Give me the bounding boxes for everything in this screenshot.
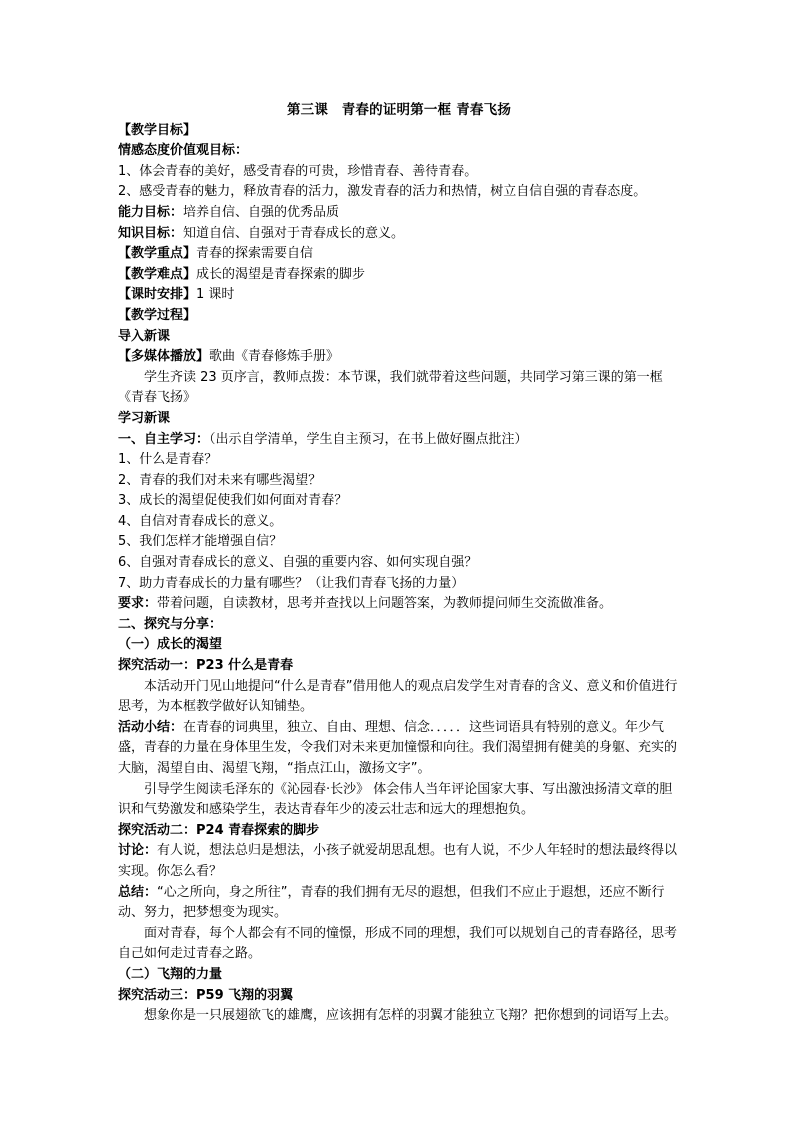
intro-paragraph: 学生齐读 23 页序言，教师点拨：本节课，我们就带着这些问题，共同学习第三课的第一框《青春飞扬》 bbox=[118, 369, 663, 406]
requirement-line bbox=[118, 594, 680, 615]
question-item: 6、自强对青春成长的意义、自强的重要内容、如何实现自强？ bbox=[118, 555, 478, 571]
question-item: 5、我们怎样才能增强自信？ bbox=[118, 534, 283, 550]
question-item: 4、自信对青春成长的意义。 bbox=[118, 513, 283, 529]
schedule-label: 【课时安排】 bbox=[118, 287, 197, 303]
media-text: 歌曲《青春修炼手册》 bbox=[209, 349, 340, 365]
emotion-goal-2: 2、感受青春的魅力，释放青春的活力，激发青春的活力和热情，树立自信自强的青春态度。 bbox=[118, 184, 647, 200]
knowledge-text: 知道自信、自强对于青春成长的意义。 bbox=[183, 225, 405, 241]
knowledge-label: 知识目标： bbox=[118, 225, 184, 241]
difficulty-label: 【教学难点】 bbox=[118, 266, 197, 282]
discussion-label: 讨论： bbox=[118, 843, 158, 859]
knowledge-goal bbox=[118, 224, 680, 245]
imagine-paragraph: 想象你是一只展翅欲飞的雄鹰，应该拥有怎样的羽翼才能独立飞翔？把你想到的词语写上去。 bbox=[144, 1008, 678, 1024]
teaching-difficulty bbox=[118, 265, 680, 286]
guide-paragraph: 引导学生阅读毛泽东的《沁园春·长沙》 体会伟人当年评论国家大事、写出激浊扬清文章的胆识和气势激发和感染学生，表达青春年少的凌云壮志和远大的理想抱负。 bbox=[118, 781, 673, 818]
focus-label: 【教学重点】 bbox=[118, 246, 197, 262]
summary-1-text: 在青春的词典里，独立、自由、理想、信念．．．．．这些词语具有特别的意义。年少气盛，青春的力量在身体里生发，令我们对未来更加憧憬和向往。我们渴望拥有健美的身躯、充实的大脑，渴望自由、渴望飞翔，“指点江山，激扬文字”。 bbox=[118, 719, 678, 776]
face-paragraph: 面对青春，每个人都会有不同的憧憬，形成不同的理想，我们可以规划自己的青春路径，思考自己如何走过青春之路。 bbox=[118, 925, 678, 962]
schedule-text: 1 课时 bbox=[196, 287, 235, 303]
focus-text: 青春的探索需要自信 bbox=[196, 246, 314, 262]
ability-label: 能力目标： bbox=[118, 204, 184, 220]
media-line bbox=[118, 347, 680, 368]
activity-2-label: 探究活动二：P24 青春探索的脚步 bbox=[118, 822, 320, 838]
emotion-goal-label: 情感态度价值观目标： bbox=[118, 143, 249, 159]
difficulty-text: 成长的渴望是青春探索的脚步 bbox=[196, 266, 366, 282]
emotion-goal-1: 1、体会青春的美好，感受青春的可贵，珍惜青春、善待青春。 bbox=[118, 163, 478, 179]
summary-2-text: “心之所向，身之所往”，青春的我们拥有无尽的遐想，但我们不应止于遐想，还应不断行动、努力，把梦想变为现实。 bbox=[118, 884, 665, 921]
teaching-focus bbox=[118, 244, 680, 265]
question-item: 7、助力青春成长的力量有哪些？（让我们青春飞扬的力量） bbox=[118, 575, 465, 591]
discussion-text: 有人说，想法总归是想法，小孩子就爱胡思乱想。也有人说，不少人年轻时的想法最终得以实现。你怎么看？ bbox=[118, 843, 678, 879]
activity-3-label: 探究活动三：P59 飞翔的羽翼 bbox=[118, 987, 294, 1003]
page-title: 第三课 青春的证明第一框 青春飞扬 bbox=[286, 102, 512, 118]
subsection-1-header: （一）成长的渴望 bbox=[118, 637, 223, 653]
activity-1-label: 探究活动一：P23 什么是青春 bbox=[118, 658, 294, 674]
question-item: 2、青春的我们对未来有哪些渴望？ bbox=[118, 472, 322, 488]
explore-header: 二、探究与分享： bbox=[118, 616, 223, 632]
document-page bbox=[118, 100, 680, 1027]
activity-1-paragraph: 本活动开门见山地提问“什么是青春”借用他人的观点启发学生对青春的含义、意义和价值进行思考，为本框教学做好认知铺垫。 bbox=[118, 678, 678, 715]
requirement-label: 要求： bbox=[118, 596, 158, 612]
self-study-text: （出示自学清单，学生自主预习，在书上做好圈点批注） bbox=[209, 431, 528, 447]
summary-1-label: 活动小结： bbox=[118, 719, 184, 735]
ability-text: 培养自信、自强的优秀品质 bbox=[183, 204, 340, 220]
intro-header: 导入新课 bbox=[118, 328, 171, 344]
self-study-label: 一、自主学习： bbox=[118, 431, 210, 447]
question-item: 3、成长的渴望促使我们如何面对青春？ bbox=[118, 493, 348, 509]
requirement-text: 带着问题，自读教材，思考并查找以上问题答案，为教师提问师生交流做准备。 bbox=[157, 596, 613, 612]
ability-goal bbox=[118, 203, 680, 224]
process-header: 【教学过程】 bbox=[118, 307, 197, 323]
self-study-line bbox=[118, 430, 680, 451]
summary-2 bbox=[118, 883, 680, 924]
new-lesson-header: 学习新课 bbox=[118, 410, 171, 426]
schedule bbox=[118, 285, 680, 306]
summary-1 bbox=[118, 718, 680, 780]
media-label: 【多媒体播放】 bbox=[118, 349, 210, 365]
summary-2-label: 总结： bbox=[118, 884, 158, 900]
subsection-2-header: （二）飞翔的力量 bbox=[118, 966, 223, 982]
question-item: 1、什么是青春？ bbox=[118, 452, 218, 468]
discussion bbox=[118, 841, 680, 882]
goals-header: 【教学目标】 bbox=[118, 122, 197, 138]
